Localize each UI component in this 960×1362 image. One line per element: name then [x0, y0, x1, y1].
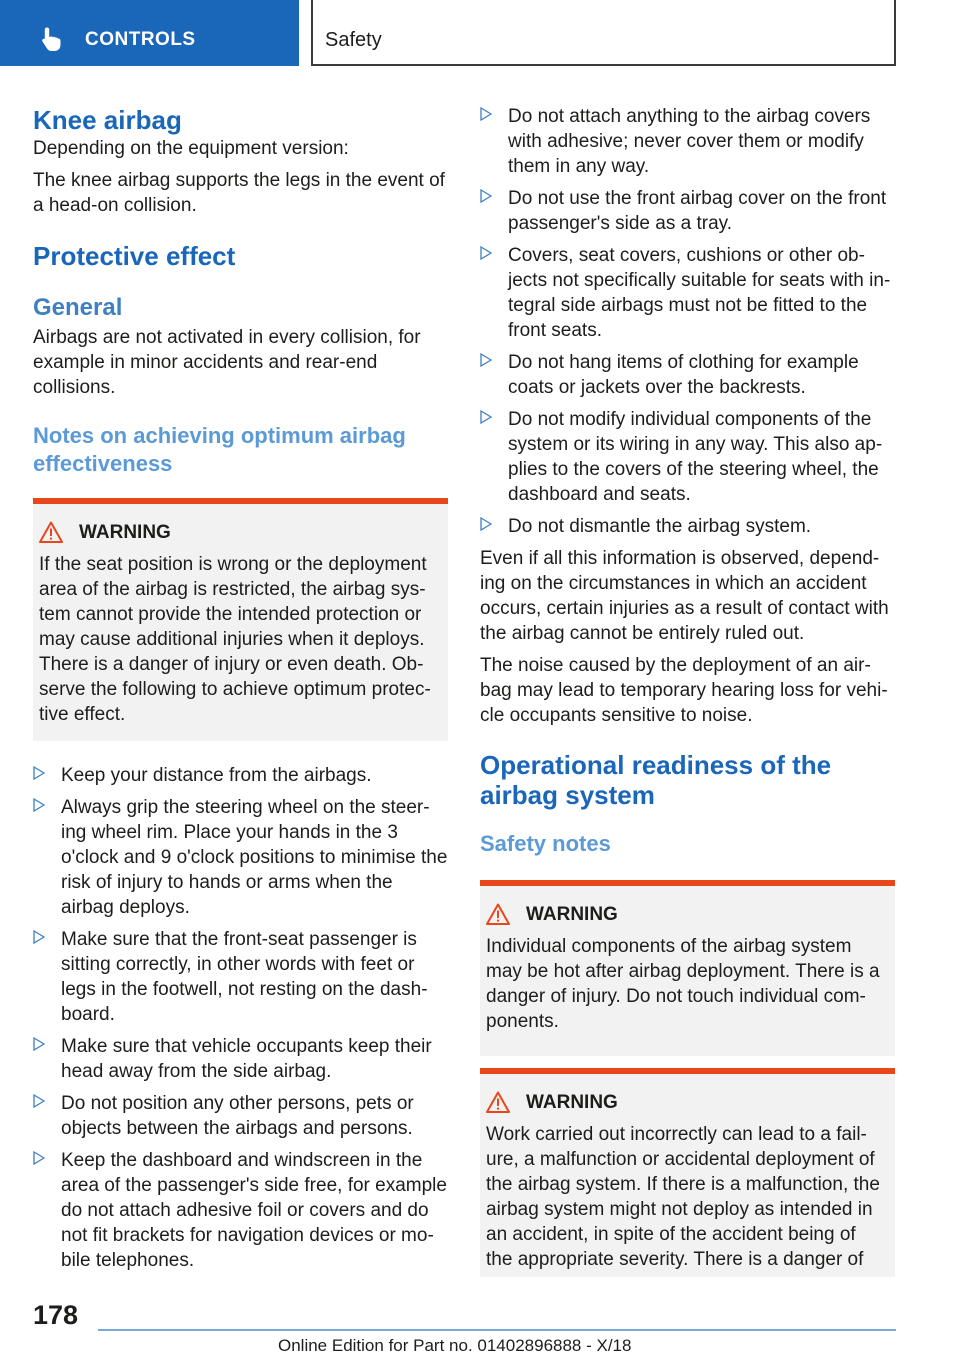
triangle-bullet-icon: [480, 515, 492, 529]
list-item: Do not attach anything to the airbag covers with adhesive; never cover them or modify them in any way.: [480, 104, 895, 179]
right-column: [480, 100, 895, 1277]
left-column: [33, 100, 448, 1280]
operational-readiness-heading: Operational readiness of the airbag system: [480, 750, 832, 810]
warning-label: WARNING: [526, 904, 618, 925]
triangle-bullet-icon: [480, 351, 492, 365]
optimum-effectiveness-heading: Notes on achieving optimum airbag effectiveness: [33, 423, 406, 476]
warning-text: If the seat position is wrong or the deployment area of the airbag is restricted, the airbag system cannot provide the intended protection or may cause additional injuries when it deploys. There is a danger of injury or even death. Observe the following to achieve optimum protective effect.: [39, 554, 431, 725]
warning-box-hot-components: [480, 880, 895, 1056]
warning-text: Work carried out incorrectly can lead to a failure, a malfunction or accidental deployment of the airbag system. If there is a malfunction, the airbag system might not deploy as intended in an accident, in spite of the accident being of the appropriate severity. There is a danger of: [486, 1124, 880, 1270]
warning-box-incorrect-work: [480, 1068, 895, 1277]
warning-triangle-icon: [486, 903, 510, 925]
triangle-bullet-icon: [480, 187, 492, 201]
triangle-bullet-icon: [33, 796, 45, 810]
warning-text: Individual components of the airbag system may be hot after airbag deployment. There is a danger of injury. Do not touch individual components.: [486, 936, 880, 1032]
list-item: Keep your distance from the airbags.: [33, 763, 448, 788]
hearing-loss-paragraph: The noise caused by the deployment of an airbag may lead to temporary hearing loss for vehicle occupants sensitive to noise.: [480, 655, 888, 726]
list-item: Keep the dashboard and windscreen in the area of the passenger's side free, for example do not attach adhesive foil or covers and do not fit brackets for navigation devices or mobile telephones.: [33, 1148, 448, 1273]
list-item: Do not use the front airbag cover on the front passenger's side as a tray.: [480, 186, 895, 236]
warning-box-seat-position: [33, 498, 448, 741]
triangle-bullet-icon: [33, 928, 45, 942]
general-heading: General: [33, 294, 123, 321]
warning-label: WARNING: [79, 522, 171, 543]
list-item: Make sure that the front-seat passenger is sitting correctly, in other words with feet or legs in the footwell, not resting on the dashboard.: [33, 927, 448, 1027]
safety-notes-heading: Safety notes: [480, 831, 611, 856]
footer-rule: [98, 1329, 896, 1331]
triangle-bullet-icon: [33, 1149, 45, 1163]
knee-airbag-equipment-note: Depending on the equipment version:: [33, 138, 349, 159]
list-item: Always grip the steering wheel on the steering wheel rim. Place your hands in the 3 o'clock and 9 o'clock positions to minimise the risk of injury to hands or arms when the airbag deploys.: [33, 795, 448, 920]
section-header-frame: [311, 0, 896, 66]
list-item: Do not modify individual components of the system or its wiring in any way. This also applies to the covers of the steering wheel, the dashboard and seats.: [480, 407, 895, 507]
chapter-tab-label: CONTROLS: [85, 29, 196, 50]
warning-triangle-icon: [486, 1091, 510, 1113]
list-item: Do not dismantle the airbag system.: [480, 514, 895, 539]
hand-pointer-icon: [40, 26, 64, 52]
chapter-tab[interactable]: [0, 0, 299, 66]
list-item: Do not position any other persons, pets or objects between the airbags and persons.: [33, 1091, 448, 1141]
residual-risk-paragraph: Even if all this information is observed, depending on the circumstances in which an accident occurs, certain injuries as a result of contact with the airbag cannot be entirely ruled out.: [480, 548, 889, 644]
edition-footer: Online Edition for Part no. 01402896888 - X/18: [278, 1336, 632, 1355]
warning-triangle-icon: [39, 521, 63, 543]
knee-airbag-description: The knee airbag supports the legs in the event of a head-on collision.: [33, 170, 445, 216]
triangle-bullet-icon: [480, 105, 492, 119]
section-title: Safety: [325, 29, 382, 51]
list-item: Covers, seat covers, cushions or other objects not specifically suitable for seats with integral side airbags must not be fitted to the front seats.: [480, 243, 895, 343]
airbag-guidelines-list: [33, 763, 448, 1273]
general-paragraph: Airbags are not activated in every collision, for example in minor accidents and rear-end collisions.: [33, 327, 421, 398]
page-number: 178: [33, 1300, 79, 1330]
warning-label: WARNING: [526, 1092, 618, 1113]
triangle-bullet-icon: [33, 1092, 45, 1106]
triangle-bullet-icon: [33, 1035, 45, 1049]
knee-airbag-heading: Knee airbag: [33, 105, 182, 135]
list-item: Make sure that vehicle occupants keep their head away from the side airbag.: [33, 1034, 448, 1084]
triangle-bullet-icon: [33, 764, 45, 778]
triangle-bullet-icon: [480, 244, 492, 258]
triangle-bullet-icon: [480, 408, 492, 422]
protective-effect-heading: Protective effect: [33, 241, 236, 271]
list-item: Do not hang items of clothing for example coats or jackets over the backrests.: [480, 350, 895, 400]
airbag-cover-guidelines-list: [480, 104, 895, 539]
